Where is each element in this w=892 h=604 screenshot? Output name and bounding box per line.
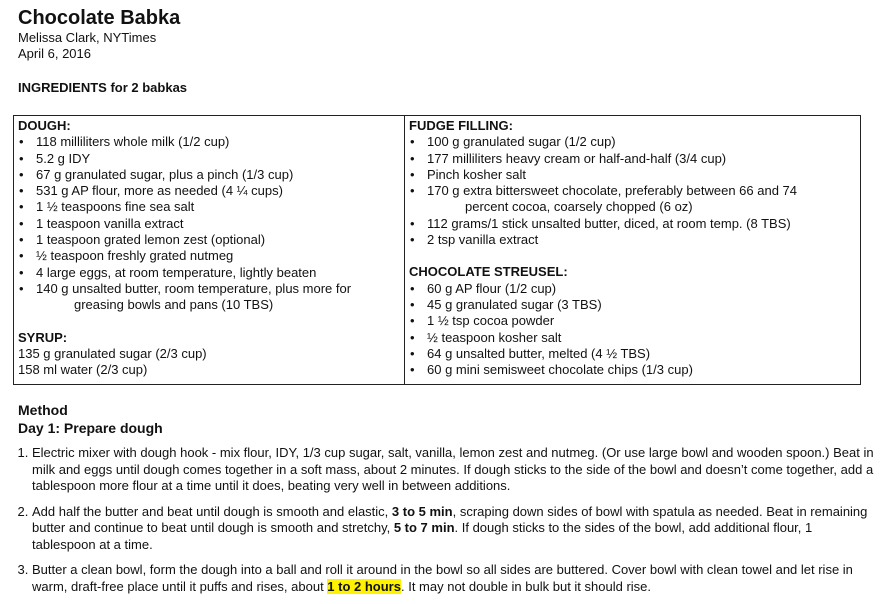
- step-text: , scraping down sides of bowl with spatula as needed. Beat in remaining butter and continue to beat until dough is smooth and stretchy,: [32, 503, 868, 535]
- list-item: • 60 g AP flour (1/2 cup): [409, 281, 856, 297]
- method-step: [32, 504, 878, 554]
- method-section: [18, 401, 878, 604]
- dough-list: [18, 134, 400, 297]
- list-item: • Pinch kosher salt: [409, 167, 856, 183]
- method-heading: Method: [18, 402, 68, 418]
- fudge-heading: FUDGE FILLING:: [409, 118, 513, 133]
- list-item-continuation: percent cocoa, coarsely chopped (6 oz): [465, 199, 693, 215]
- ingredients-table: [13, 115, 861, 385]
- fudge-list-rest: [409, 216, 856, 249]
- streusel-list: [409, 281, 856, 379]
- recipe-date: April 6, 2016: [18, 46, 91, 61]
- step-time: 3 to 5 min: [391, 503, 453, 519]
- list-item: • 1 teaspoon grated lemon zest (optional): [18, 232, 400, 248]
- list-item: • ½ teaspoon kosher salt: [409, 330, 856, 346]
- list-item: • 1 ½ tsp cocoa powder: [409, 313, 856, 329]
- filling-streusel-cell: [405, 116, 861, 385]
- highlighted-time: 1 to 2 hours: [327, 578, 401, 594]
- syrup-heading: SYRUP:: [18, 329, 68, 345]
- list-item: • ½ teaspoon freshly grated nutmeg: [18, 248, 400, 264]
- list-item: • 100 g granulated sugar (1/2 cup): [409, 134, 856, 150]
- dough-heading: DOUGH:: [18, 118, 71, 133]
- day1-heading: Day 1: Prepare dough: [18, 420, 163, 436]
- list-item: • 2 tsp vanilla extract: [409, 232, 856, 248]
- list-item: • 1 teaspoon vanilla extract: [18, 216, 400, 232]
- list-item: • 60 g mini semisweet chocolate chips (1/3 cup): [409, 362, 856, 378]
- list-item: • 112 grams/1 stick unsalted butter, diced, at room temp. (8 TBS): [409, 216, 856, 232]
- list-item: • 170 g extra bittersweet chocolate, preferably between 66 and 74: [409, 183, 856, 199]
- list-item: • 177 milliliters heavy cream or half-and-half (3/4 cup): [409, 151, 856, 167]
- step-text: Electric mixer with dough hook - mix flour, IDY, 1/3 cup sugar, salt, vanilla, lemon zest and nutmeg. (Or use large bowl and wooden spoon.) Beat in milk and eggs until dough comes together in a soft mass, about 2 minutes. If dough sticks to the side of the bowl and doesn’t come together, add a tablespoon more flour at a time until it does, beating very well in between additions.: [32, 445, 874, 493]
- recipe-page: [18, 6, 878, 594]
- list-item: • 64 g unsalted butter, melted (4 ½ TBS): [409, 346, 856, 362]
- method-step: [32, 562, 878, 595]
- method-step: [32, 445, 878, 495]
- step-time: 5 to 7 min: [393, 520, 455, 535]
- list-item: • 67 g granulated sugar, plus a pinch (1/3 cup): [18, 167, 400, 183]
- streusel-heading: CHOCOLATE STREUSEL:: [409, 264, 568, 280]
- syrup-line: 135 g granulated sugar (2/3 cup): [18, 345, 207, 361]
- step-text: Butter a clean bowl, form the dough into a ball and roll it around in the bowl so all sides are buttered. Cover bowl with clean towel and let rise in warm, draft-free place until it puffs and rises, about: [32, 562, 853, 594]
- step-text: . It may not double in bulk but it should rise.: [400, 578, 652, 594]
- list-item: • 45 g granulated sugar (3 TBS): [409, 297, 856, 313]
- fudge-list: [409, 134, 856, 199]
- list-item: • 1 ½ teaspoons fine sea salt: [18, 199, 400, 215]
- method-steps: [18, 445, 878, 595]
- list-item: • 4 large eggs, at room temperature, lightly beaten: [18, 265, 400, 281]
- list-item: • 140 g unsalted butter, room temperature, plus more for: [18, 281, 400, 297]
- list-item: • 5.2 g IDY: [18, 151, 400, 167]
- list-item: • 118 milliliters whole milk (1/2 cup): [18, 134, 400, 150]
- ingredients-heading: INGREDIENTS for 2 babkas: [18, 80, 188, 95]
- list-item: • 531 g AP flour, more as needed (4 ¼ cups): [18, 183, 400, 199]
- dough-syrup-cell: [14, 116, 405, 385]
- step-text: Add half the butter and beat until dough is smooth and elastic,: [32, 503, 392, 519]
- step-text: . If dough sticks to the sides of the bowl, add additional flour, 1 tablespoon at a time.: [32, 520, 813, 552]
- syrup-line: 158 ml water (2/3 cup): [18, 362, 148, 378]
- list-item-continuation: greasing bowls and pans (10 TBS): [74, 297, 274, 313]
- recipe-author: Melissa Clark, NYTimes: [18, 30, 157, 45]
- recipe-title: Chocolate Babka: [18, 7, 181, 29]
